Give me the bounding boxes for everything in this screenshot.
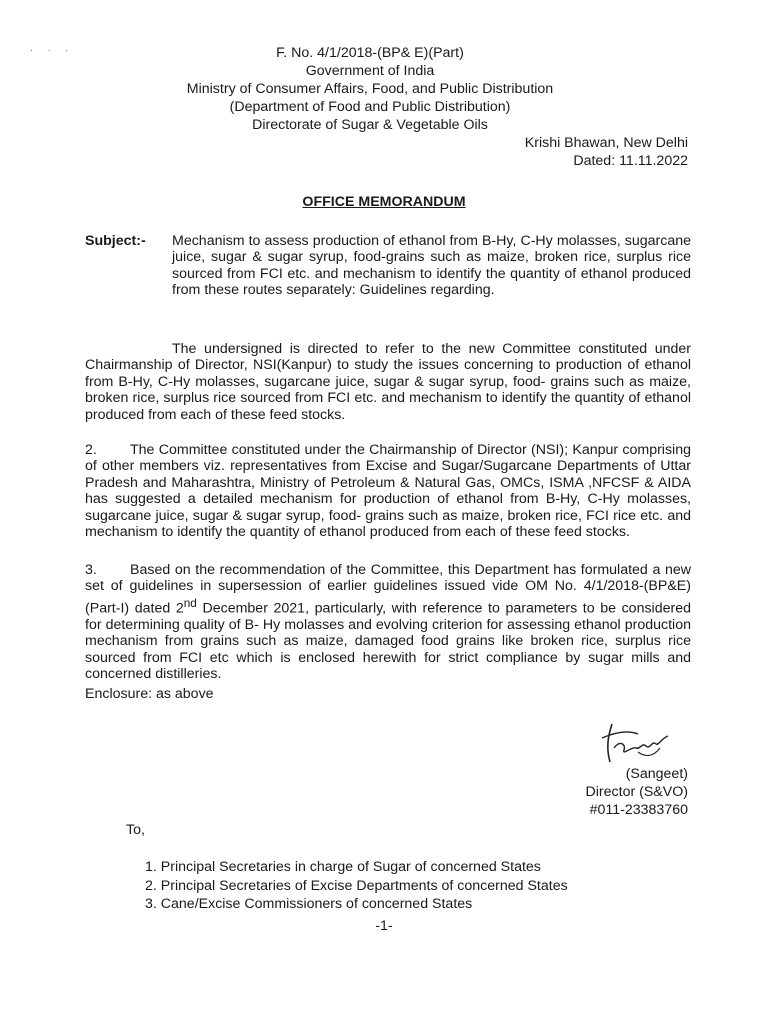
paragraph-1-text: The undersigned is directed to refer to the new Committee constituted under Chairmanship of Director, NSI(Kanpur) to study the issues concerning to production of ethanol from B-Hy, C-Hy molasses, sugarcane juice, sugar & sugar syrup, food- grains such as maize, broken rice, surplus rice sourced from FCI etc. and mechanism to identify the quantity of ethanol produced from each of these feed stocks. [85,341,691,423]
date-line: Dated: 11.11.2022 [573,153,688,169]
paragraph-3-text-b: December 2021, particularly, with reference to parameters to be considered for determining quality of B- Hy molasses and evolving criterion for assessing ethanol production mechanism from grains such as maize, damaged food grains like broken rice, surplus rice sourced from FCI etc which is enclosed herewith for strict compliance by sugar mills and concerned distilleries. [85,600,691,683]
paragraph-2-text: The Committee constituted under the Chairmanship of Director (NSI); Kanpur comprising of other members viz. representatives from Excise and Sugar/Sugarcane Departments of Uttar Pradesh and Maharashtra, Ministry of Petroleum & Natural Gas, OMCs, ISMA ,NFCSF & AIDA has suggested a detailed mechanism for production of ethanol from B-Hy, C-Hy molasses, sugarcane juice, sugar & sugar syrup, food- grains such as maize, broken rice, FCI rice etc. and mechanism to identify the quantity of ethanol produced from each of these feed stocks. [85,442,691,541]
directorate-line: Directorate of Sugar & Vegetable Oils [252,117,488,133]
paragraph-3-text-a: Based on the recommendation of the Committee, this Department has formulated a new set of guidelines in supersession of earlier guidelines issued vide OM No. 4/1/2018-(BP&E)(Part-I) dated 2 [85,562,691,617]
enclosure-note: Enclosure: as above [85,686,214,702]
handwritten-signature [598,718,680,768]
paragraph-3 [85,562,691,683]
page-number: -1- [375,918,393,934]
recipients-list [145,858,568,914]
recipient-item: 3. Cane/Excise Commissioners of concerned States [145,896,473,912]
recipient-item: 1. Principal Secretaries in charge of Sugar of concerned States [145,859,541,875]
paragraph-2-number: 2. [85,442,97,458]
subject-text: Mechanism to assess production of ethanol from B-Hy, C-Hy molasses, sugarcane juice, sugar & sugar syrup, food-grains such as maize, broken rice, surplus rice sourced from FCI etc. and mechanism to identify the quantity of ethanol produced from these routes separately: Guidelines regarding. [172,233,691,299]
file-number: F. No. 4/1/2018-(BP& E)(Part) [276,45,464,61]
paragraph-2 [85,442,691,540]
signatory-designation: Director (S&VO) [585,784,688,800]
department-line: (Department of Food and Public Distribution) [229,99,511,115]
ministry-line: Ministry of Consumer Affairs, Food, and Public Distribution [186,81,554,97]
paragraph-1 [85,341,691,423]
scan-speckles: · · · [30,45,74,55]
signatory-phone: #011-23383760 [589,802,688,818]
recipient-item: 2. Principal Secretaries of Excise Departments of concerned States [145,877,568,894]
memo-title: OFFICE MEMORANDUM [302,194,466,210]
to-label: To, [126,822,145,838]
government-line: Government of India [305,63,435,79]
signature-block [586,765,688,819]
letterhead [170,44,570,134]
place-line: Krishi Bhawan, New Delhi [524,135,688,151]
subject-label: Subject:- [85,233,146,249]
paragraph-3-number: 3. [85,562,97,578]
signatory-name: (Sangeet) [625,766,688,782]
ordinal-superscript: nd [183,595,197,610]
